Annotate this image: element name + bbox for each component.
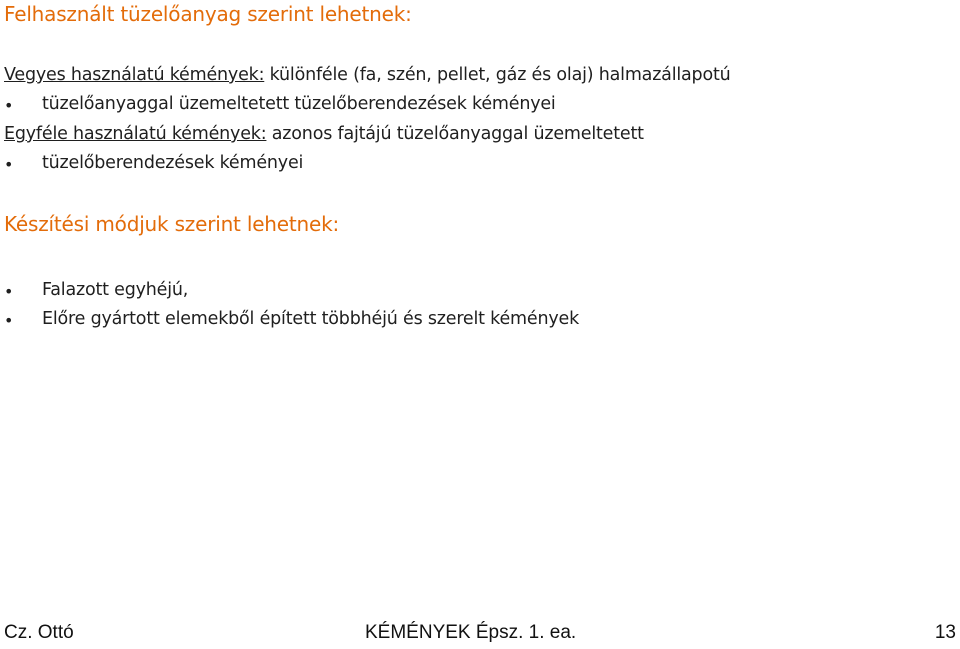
- bullet: •: [4, 96, 14, 115]
- item2-line1-rest: azonos fajtájú tüzelőanyaggal üzemeltetett: [266, 124, 644, 144]
- section2-item-1: Falazott egyhéjú,: [42, 280, 189, 300]
- bullet: •: [4, 155, 14, 174]
- item1-line2: tüzelőanyaggal üzemeltetett tüzelőberendezések kéményei: [42, 94, 556, 114]
- bullet: •: [4, 282, 14, 301]
- bullet: •: [4, 311, 14, 330]
- section2-heading: Készítési módjuk szerint lehetnek:: [4, 212, 340, 236]
- footer-title: KÉMÉNYEK Épsz. 1. ea.: [365, 622, 577, 643]
- section1-heading: Felhasznált tüzelőanyag szerint lehetnek:: [4, 2, 412, 26]
- item1-term: Vegyes használatú kémények:: [4, 65, 265, 85]
- item1-line1-rest: különféle (fa, szén, pellet, gáz és olaj) halmazállapotú: [264, 65, 731, 85]
- item2-line2: tüzelőberendezések kéményei: [42, 153, 304, 173]
- item2-line1: [4, 124, 644, 144]
- item1-line1: [4, 65, 731, 85]
- page-number: 13: [934, 622, 956, 643]
- section2-item-2: Előre gyártott elemekből épített többhéjú és szerelt kémények: [42, 309, 580, 329]
- item2-term: Egyféle használatú kémények:: [4, 124, 267, 144]
- footer-author: Cz. Ottó: [4, 622, 74, 643]
